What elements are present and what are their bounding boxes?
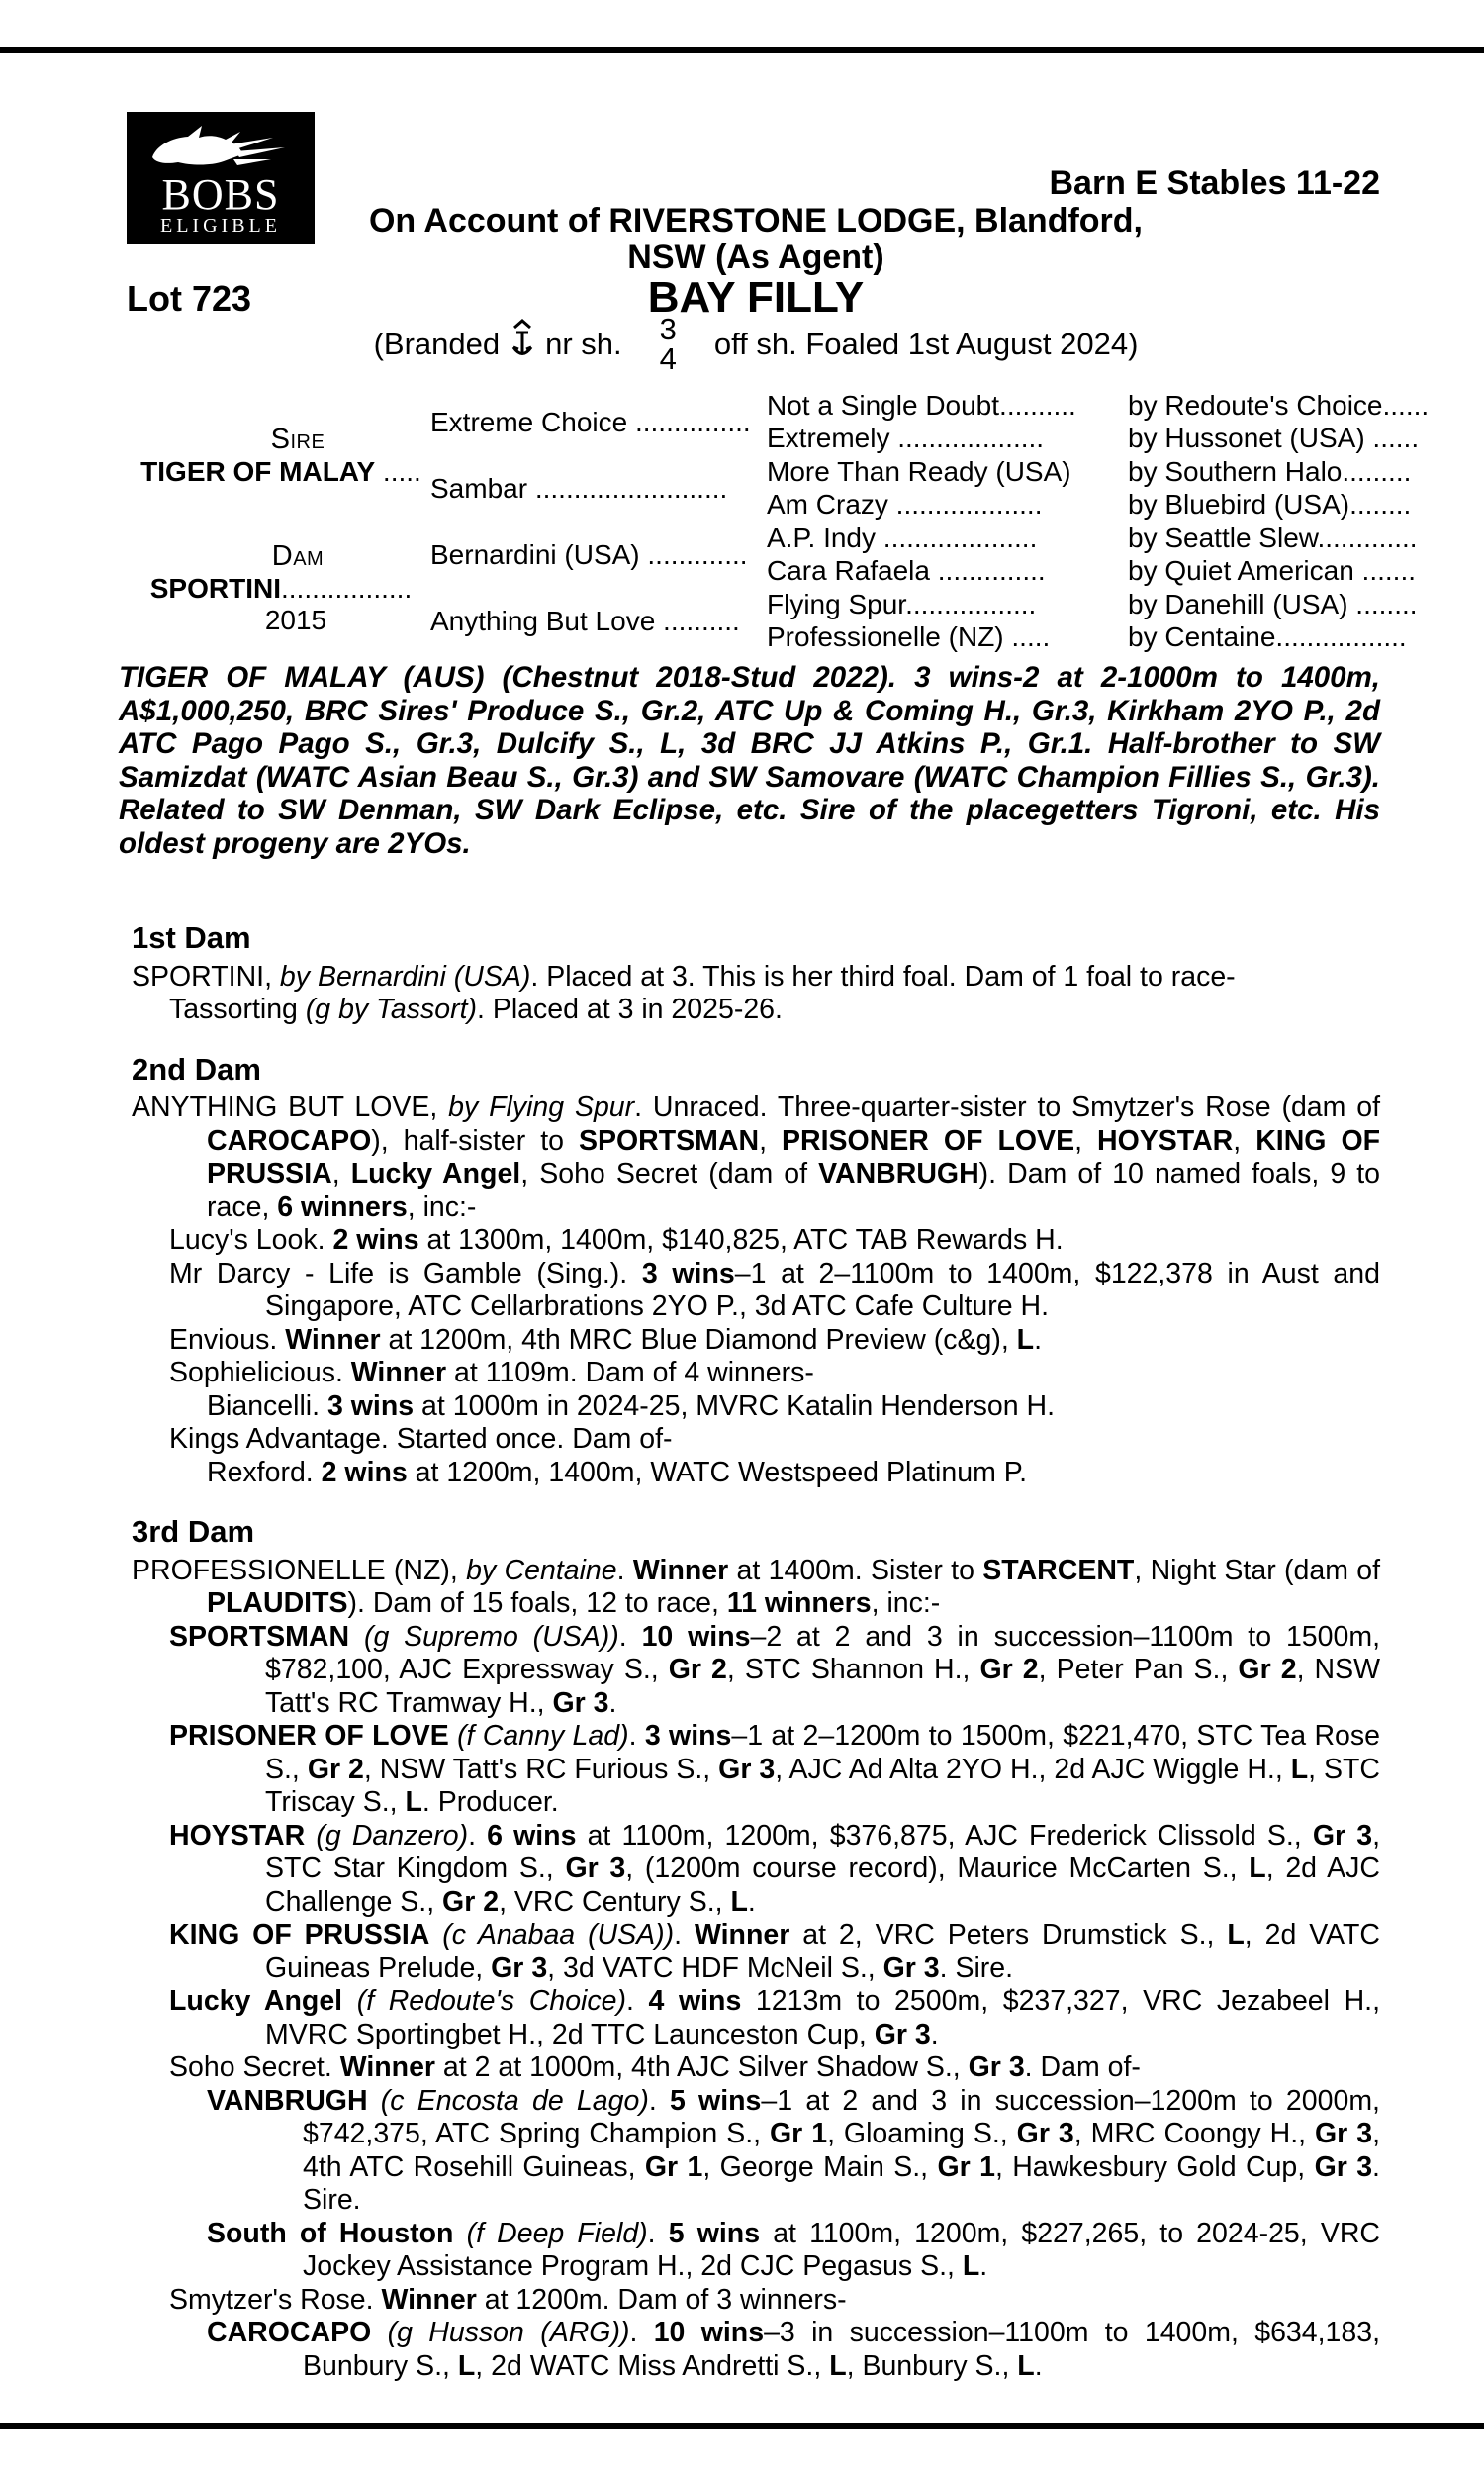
text-run: L: [1249, 1853, 1266, 1884]
text-run: ANYTHING BUT LOVE,: [132, 1092, 449, 1123]
text-run: Gr 3: [1314, 2150, 1373, 2183]
text-run: at 1300m, 1400m, $140,825, ATC TAB Rewards H.: [418, 1224, 1064, 1256]
pedigree-entry-paragraph: [132, 994, 1380, 1027]
text-run: .: [1034, 2349, 1043, 2382]
text-run: . Dam of-: [1024, 2051, 1141, 2083]
text-run: Winner: [339, 2051, 436, 2083]
pedigree-sire-cell: [132, 389, 430, 522]
text-run: Gr 3: [968, 2051, 1025, 2083]
branded-suffix: off sh. Foaled 1st August 2024): [713, 327, 1139, 361]
pedigree-entry-paragraph: [132, 2317, 1380, 2383]
text-run: Smytzer's Rose.: [169, 2283, 382, 2316]
pedigree-entry-paragraph: [132, 1357, 1380, 1390]
pedigree-entry-paragraph: [132, 1985, 1380, 2051]
branded-prefix: (Branded: [373, 327, 501, 361]
text-run: , Peter Pan S.,: [1038, 1654, 1239, 1685]
dam-label: Dam: [271, 539, 325, 572]
pedigree-gen3-name: Extremely ...................: [767, 423, 1045, 454]
text-run: CAROCAPO: [207, 2317, 372, 2348]
text-run: at 1200m, 1400m, WATC Westspeed Platinum P.: [407, 1456, 1028, 1488]
text-run: L: [1017, 2349, 1035, 2382]
text-run: ,: [331, 1158, 351, 1189]
text-run: PLAUDITS: [207, 1587, 348, 1619]
section-heading: 2nd Dam: [132, 1051, 261, 1087]
pedigree-gen3-name: Professionelle (NZ) .....: [767, 621, 1051, 653]
text-run: KING OF PRUSSIA: [207, 1124, 1381, 1189]
text-run: Gr 3: [882, 1951, 940, 1984]
text-run: KING OF PRUSSIA: [169, 1919, 430, 1951]
text-run: , (1200m course record), Maurice McCarten S.,: [625, 1853, 1250, 1884]
text-run: Gr 2: [668, 1654, 727, 1685]
text-run: 3 wins: [641, 1257, 735, 1289]
text-run: by Flying Spur: [448, 1092, 635, 1123]
text-run: South of Houston: [207, 2217, 454, 2249]
pedigree-entry-paragraph: [132, 2085, 1380, 2218]
pedigree-entry-paragraph: [132, 2284, 1380, 2318]
text-run: L: [1227, 1919, 1245, 1951]
text-run: .: [674, 1919, 695, 1951]
text-run: L: [405, 1786, 422, 1818]
pedigree-entry-paragraph: [132, 1457, 1380, 1490]
text-run: Envious.: [169, 1323, 286, 1356]
text-run: ). Dam of 10 named foals, 9 to race,: [207, 1158, 1381, 1223]
pedigree-gen3-name: More Than Ready (USA): [767, 455, 1071, 487]
text-run: Biancelli.: [207, 1389, 327, 1422]
dam-year: 2015: [264, 604, 327, 635]
pedigree-gen3-name: Am Crazy ...................: [767, 489, 1043, 521]
barn-stables-label: Barn E Stables 11-22: [1049, 164, 1380, 202]
section-heading: 3rd Dam: [132, 1514, 255, 1549]
text-run: Gr 1: [644, 2150, 703, 2183]
pedigree-entry-paragraph: [132, 2218, 1380, 2284]
text-run: , STC Triscay S.,: [265, 1753, 1380, 1818]
text-run: Gr 1: [770, 2118, 828, 2149]
text-run: HOYSTAR: [169, 1819, 306, 1852]
text-run: at 1100m, 1200m, $227,265, to 2024-25, VRC Jockey Assistance Program H., 2d CJC Pegasus S.,: [303, 2217, 1380, 2282]
pedigree-gen3-name: Cara Rafaela ..............: [767, 555, 1046, 587]
text-run: CAROCAPO: [207, 1124, 372, 1157]
text-run: .: [625, 1985, 649, 2017]
pedigree-entry-paragraph: [132, 2051, 1380, 2085]
text-run: , STC Shannon H.,: [726, 1654, 980, 1685]
text-run: L: [1290, 1753, 1309, 1785]
pedigree-entry-paragraph: [132, 1720, 1380, 1820]
text-run: Rexford.: [207, 1456, 322, 1488]
brand-fraction: [659, 312, 677, 376]
section-heading: 1st Dam: [132, 920, 251, 955]
pedigree-gen3-sire: by Hussonet (USA) ......: [1128, 423, 1420, 454]
text-run: at 1200m. Dam of 3 winners-: [476, 2283, 847, 2316]
text-run: , inc:-: [871, 1587, 941, 1619]
pedigree-gen3-sire: by Quiet American .......: [1128, 555, 1417, 587]
text-run: Gr 3: [491, 1951, 548, 1984]
pedigree-gen2-entry: Bernardini (USA) .............: [430, 538, 748, 570]
pedigree-table: [132, 389, 1430, 654]
text-run: at 1100m, 1200m, $376,875, AJC Frederick Clissold S.,: [576, 1819, 1313, 1852]
text-run: Gr 2: [1238, 1654, 1297, 1685]
text-run: Tassorting: [169, 994, 306, 1025]
bottom-rule: [0, 2423, 1484, 2429]
pedigree-gen3-sire: by Danehill (USA) ........: [1128, 588, 1418, 619]
text-run: Gr 3: [1016, 2118, 1074, 2149]
text-run: 11 winners: [726, 1587, 872, 1619]
text-run: .: [647, 2217, 669, 2249]
text-run: Winner: [381, 2283, 477, 2316]
pedigree-gen3-sire: by Seattle Slew.............: [1128, 522, 1418, 553]
logo-subtext: ELIGIBLE: [160, 215, 281, 237]
text-run: .: [618, 1620, 642, 1653]
text-run: 5 wins: [668, 2217, 761, 2249]
text-run: , AJC Ad Alta 2YO H., 2d AJC Wiggle H.,: [775, 1753, 1291, 1785]
dam-name: SPORTINI: [149, 572, 281, 604]
page-title: BAY FILLY: [647, 273, 865, 322]
text-run: , 2d AJC Challenge S.,: [265, 1853, 1380, 1918]
text-run: , 2d WATC Miss Andretti S.,: [475, 2349, 830, 2382]
lot-number: Lot 723: [127, 278, 252, 319]
text-run: ,: [1074, 1124, 1098, 1157]
text-run: 2 wins: [321, 1456, 408, 1488]
text-run: Sophielicious.: [169, 1357, 351, 1388]
text-run: , VRC Century S.,: [499, 1885, 731, 1918]
text-run: , MRC Coongy H.,: [1073, 2118, 1315, 2149]
text-run: Gr 2: [442, 1885, 500, 1918]
pedigree-gen3-sire: by Centaine.................: [1128, 621, 1407, 653]
text-run: [371, 2317, 387, 2348]
text-run: , Bunbury S.,: [846, 2349, 1018, 2382]
text-run: 1213m to 2500m, $237,327, VRC Jezabeel H., MVRC Sportingbet H., 2d TTC Launceston Cup,: [265, 1985, 1380, 2050]
pedigree-entry-paragraph: [132, 1423, 1380, 1457]
pedigree-entry-paragraph: [132, 961, 1380, 995]
text-run: 10 wins: [641, 1620, 751, 1653]
text-run: .: [628, 1720, 645, 1752]
brand-mark-icon: [510, 319, 535, 370]
leader-dots: .....: [375, 455, 421, 487]
pedigree-gen3-sire: by Redoute's Choice......: [1128, 389, 1430, 421]
pedigree-entry-paragraph: [132, 1324, 1380, 1358]
text-run: L: [829, 2349, 847, 2382]
pedigree-entry-paragraph: [132, 1621, 1380, 1721]
text-run: Gr 3: [552, 1686, 609, 1719]
text-run: Winner: [285, 1323, 381, 1356]
text-run: at 1109m. Dam of 4 winners-: [446, 1357, 814, 1388]
text-run: (c Anabaa (USA)): [442, 1919, 675, 1951]
text-run: .: [608, 1686, 617, 1719]
vendor-line-2: NSW (As Agent): [627, 238, 884, 276]
text-run: at 1000m in 2024-25, MVRC Katalin Henderson H.: [414, 1389, 1056, 1422]
text-run: [429, 1919, 442, 1951]
text-run: . Producer.: [421, 1786, 559, 1818]
text-run: ), half-sister to: [371, 1124, 579, 1157]
text-run: SPORTSMAN: [169, 1620, 350, 1653]
text-run: 3 wins: [326, 1389, 415, 1422]
pedigree-gen3-name: Flying Spur.................: [767, 588, 1037, 619]
pedigree-dam-cell: [132, 522, 430, 654]
text-run: [449, 1720, 457, 1752]
text-run: . Unraced. Three-quarter-sister to Smytzer's Rose (dam of: [634, 1092, 1380, 1123]
text-run: ,: [1233, 1124, 1256, 1157]
text-run: HOYSTAR: [1097, 1124, 1234, 1157]
text-run: . Sire.: [939, 1951, 1014, 1984]
text-run: 2 wins: [332, 1224, 419, 1256]
text-run: (f Deep Field): [466, 2217, 648, 2249]
text-run: Gr 2: [307, 1753, 364, 1785]
text-run: Lucy's Look.: [169, 1224, 333, 1256]
branded-line: [132, 312, 1380, 376]
top-rule: [0, 47, 1484, 53]
text-run: (g by Tassort): [305, 994, 477, 1025]
text-run: .: [979, 2250, 988, 2282]
text-run: , inc:-: [407, 1190, 477, 1223]
text-run: (g Supremo (USA)): [363, 1620, 619, 1653]
text-run: –3 in succession–1100m to 1400m, $634,183, Bunbury S.,: [303, 2317, 1381, 2382]
text-run: L: [730, 1885, 748, 1918]
text-run: [305, 1820, 316, 1852]
text-run: Gr 3: [1312, 1819, 1373, 1852]
dam-sections: [132, 896, 1380, 2383]
text-run: , 2d VATC Guineas Prelude,: [265, 1919, 1381, 1984]
text-run: 6 winners: [277, 1190, 408, 1223]
text-run: .: [930, 2018, 939, 2050]
text-run: SPORTINI,: [132, 960, 280, 993]
text-run: VANBRUGH: [207, 2084, 368, 2117]
text-run: Winner: [632, 1554, 729, 1586]
vendor-line-1: On Account of RIVERSTONE LODGE, Blandford,: [368, 202, 1144, 239]
pedigree-gen2-entry: Extreme Choice ...............: [430, 406, 751, 437]
branded-nr-sh: nr sh.: [545, 327, 622, 361]
pedigree-gen3-sire: by Bluebird (USA)........: [1128, 489, 1412, 521]
text-run: 10 wins: [653, 2317, 765, 2348]
text-run: , NSW Tatt's RC Tramway H.,: [265, 1654, 1381, 1719]
pedigree-entry-paragraph: [132, 1555, 1380, 1621]
text-run: –1 at 2–1200m to 1500m, $221,470, STC Tea Rose S.,: [265, 1720, 1381, 1785]
brand-fraction-bottom: 4: [659, 341, 677, 376]
text-run: (g Danzero): [316, 1819, 469, 1852]
text-run: –2 at 2 and 3 in succession–1100m to 1500m, $782,100, AJC Expressway S.,: [265, 1620, 1380, 1685]
pedigree-gen2-entry: Sambar .........................: [430, 472, 728, 504]
text-run: .: [747, 1885, 756, 1918]
text-run: (f Canny Lad): [457, 1720, 629, 1752]
pedigree-gen2-entry: Anything But Love ..........: [430, 605, 740, 636]
text-run: .: [616, 1554, 633, 1586]
text-run: , 4th ATC Rosehill Guineas,: [303, 2118, 1380, 2183]
text-run: Winner: [694, 1919, 790, 1951]
text-run: 3 wins: [644, 1720, 732, 1752]
text-run: Gr 3: [565, 1853, 626, 1884]
text-run: by Bernardini (USA): [279, 960, 531, 993]
text-run: Gr 3: [1315, 2118, 1373, 2149]
pedigree-entry-paragraph: [132, 1919, 1380, 1985]
leader-dots: .................: [280, 572, 413, 604]
text-run: , Gloaming S.,: [827, 2118, 1017, 2149]
text-run: ). Dam of 15 foals, 12 to race,: [347, 1587, 727, 1619]
text-run: SPORTSMAN: [579, 1124, 760, 1157]
text-run: .: [629, 2317, 654, 2348]
text-run: by Centaine: [466, 1554, 617, 1586]
text-run: VANBRUGH: [818, 1158, 979, 1189]
brand-fraction-top: 3: [659, 312, 677, 346]
text-run: , Soho Secret (dam of: [520, 1158, 819, 1189]
text-run: Mr Darcy - Life is Gamble (Sing.).: [169, 1257, 642, 1289]
text-run: Gr 2: [979, 1654, 1039, 1685]
pedigree-entry-paragraph: [132, 1092, 1380, 1224]
text-run: at 1200m, 4th MRC Blue Diamond Preview (c&g),: [380, 1323, 1017, 1356]
text-run: [342, 1985, 357, 2017]
text-run: [349, 1621, 364, 1653]
text-run: , NSW Tatt's RC Furious S.,: [363, 1753, 719, 1785]
pedigree-gen3-name: A.P. Indy ....................: [767, 522, 1038, 553]
text-run: Kings Advantage. Started once. Dam of-: [169, 1423, 673, 1455]
text-run: Gr 3: [718, 1753, 776, 1785]
text-run: L: [962, 2250, 980, 2282]
text-run: L: [457, 2349, 476, 2382]
text-run: , George Main S.,: [702, 2150, 938, 2183]
text-run: (f Redoute's Choice): [356, 1985, 626, 2017]
pedigree-gen3-name: Not a Single Doubt..........: [767, 389, 1076, 421]
text-run: Gr 3: [874, 2018, 931, 2050]
text-run: 6 wins: [487, 1819, 577, 1852]
sire-summary-paragraph: TIGER OF MALAY (AUS) (Chestnut 2018-Stud 2022). 3 wins-2 at 2-1000m to 1400m, A$1,000,250, BRC Sires' Produce S., Gr.2, ATC Up & Coming H., Gr.3, Kirkham 2YO P., 2d ATC Pago Pago S., Gr.3, Dulcify S., L, 3d BRC JJ Atkins P., Gr.1. Half-brother to SW Samizdat (WATC Asian Beau S., Gr.3) and SW Samovare (WATC Champion Fillies S., Gr.3). Related to SW Denman, SW Dark Eclipse, etc. Sire of the placegetters Tigroni, etc. His oldest progeny are 2YOs.: [119, 661, 1380, 860]
text-run: –1 at 2 and 3 in succession–1200m to 2000m, $742,375, ATC Spring Champion S.,: [303, 2084, 1380, 2149]
text-run: [368, 2085, 381, 2117]
pedigree-entry-paragraph: [132, 1390, 1380, 1424]
text-run: .: [468, 1819, 488, 1852]
text-run: –1 at 2–1100m to 1400m, $122,378 in Aust and Singapore, ATC Cellarbrations 2YO P., 3d ATC Cafe Culture H.: [265, 1257, 1380, 1322]
text-run: at 2, VRC Peters Drumstick S.,: [789, 1919, 1228, 1951]
text-run: STARCENT: [982, 1554, 1135, 1586]
text-run: Winner: [350, 1357, 447, 1388]
text-run: Soho Secret.: [169, 2051, 340, 2083]
text-run: . Placed at 3 in 2025-26.: [476, 994, 783, 1025]
pedigree-gen3-sire: by Southern Halo.........: [1128, 455, 1412, 487]
text-run: .: [648, 2084, 670, 2117]
pedigree-entry-paragraph: [132, 1820, 1380, 1920]
sire-name: TIGER OF MALAY: [140, 455, 376, 487]
text-run: PRISONER OF LOVE: [169, 1720, 449, 1752]
text-run: , STC Star Kingdom S.,: [265, 1819, 1380, 1884]
text-run: .: [1034, 1323, 1042, 1356]
text-run: 4 wins: [648, 1985, 742, 2017]
text-run: at 2 at 1000m, 4th AJC Silver Shadow S.,: [435, 2051, 969, 2083]
text-run: Gr 1: [937, 2150, 995, 2183]
text-run: Lucky Angel: [169, 1985, 343, 2017]
text-run: PROFESSIONELLE (NZ),: [132, 1554, 467, 1586]
text-run: . Placed at 3. This is her third foal. Dam of 1 foal to race-: [530, 960, 1236, 993]
pedigree-entry-paragraph: [132, 1224, 1380, 1258]
text-run: , Hawkesbury Gold Cup,: [994, 2150, 1315, 2183]
pedigree-entry-paragraph: [132, 1258, 1380, 1324]
text-run: . Sire.: [303, 2150, 1380, 2216]
text-run: ,: [759, 1124, 783, 1157]
text-run: , Night Star (dam of: [1134, 1554, 1381, 1586]
text-run: PRISONER OF LOVE: [782, 1124, 1075, 1157]
text-run: (c Encosta de Lago): [380, 2084, 649, 2117]
logo-text: BOBS: [161, 170, 280, 219]
text-run: Lucky Angel: [350, 1158, 521, 1189]
sire-label: Sire: [270, 423, 325, 455]
text-run: at 1400m. Sister to: [728, 1554, 983, 1586]
text-run: , 3d VATC HDF McNeil S.,: [547, 1951, 883, 1984]
text-run: (g Husson (ARG)): [387, 2317, 630, 2348]
text-run: 5 wins: [669, 2084, 762, 2117]
text-run: L: [1016, 1323, 1035, 1356]
text-run: [453, 2218, 466, 2249]
